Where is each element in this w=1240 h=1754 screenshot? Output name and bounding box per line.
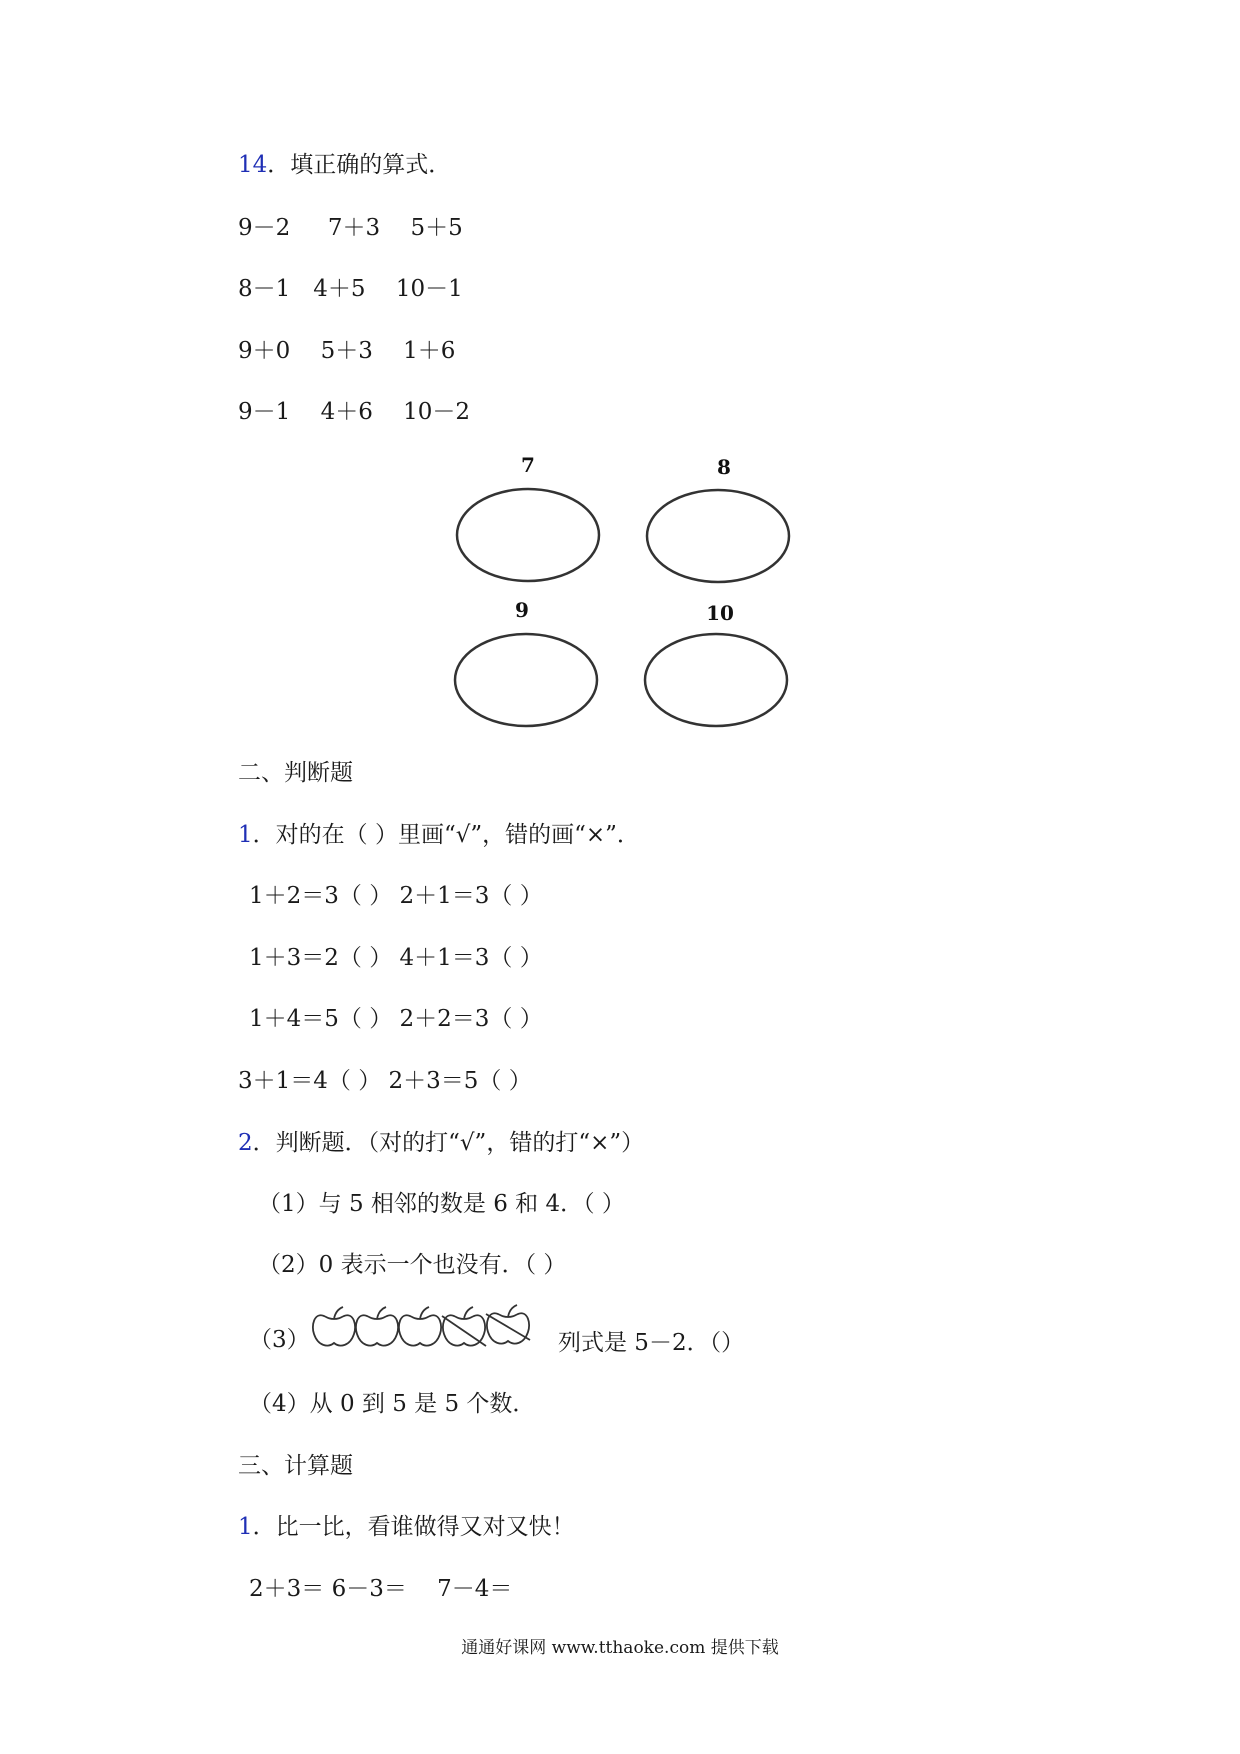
oval-diagram xyxy=(440,450,800,740)
oval-9[interactable] xyxy=(455,634,597,726)
apples-illustration xyxy=(310,1302,560,1352)
oval-label-8: 8 xyxy=(717,455,731,479)
apple-icon-2 xyxy=(356,1307,398,1346)
q14-row-2: 8－1 4＋5 10－1 xyxy=(238,276,463,302)
s3-q1-title-text: ．比一比，看谁做得又对又快！ xyxy=(252,1514,575,1540)
s2-q2-item-3-label: （3） xyxy=(249,1327,310,1353)
q14-title-text: ．填正确的算式． xyxy=(267,152,452,178)
oval-label-7: 7 xyxy=(521,453,535,477)
s2-q2-item-2: （2）0 表示一个也没有．（ ） xyxy=(258,1252,567,1278)
oval-10[interactable] xyxy=(645,634,787,726)
s2-q2-title-text: ．判断题．（对的打“√”，错的打“×”） xyxy=(252,1130,645,1156)
oval-label-9: 9 xyxy=(515,598,529,622)
s2-q2-item-3-text: 列式是 5－2．（） xyxy=(558,1330,745,1356)
s2-q1-title xyxy=(238,820,640,850)
q14-row-3: 9＋0 5＋3 1＋6 xyxy=(238,338,456,364)
crossed-apple-icon-2 xyxy=(486,1305,530,1344)
oval-label-10: 10 xyxy=(706,601,734,625)
q14-number: 14 xyxy=(238,152,268,178)
section2-heading: 二、判断题 xyxy=(238,760,353,786)
s2-q2-number: 2 xyxy=(238,1130,253,1156)
s3-q1-row: 2＋3＝ 6－3＝ 7－4＝ xyxy=(249,1576,513,1602)
s2-q1-row-1: 1＋2＝3（ ） 2＋1＝3（ ） xyxy=(249,883,543,909)
section3-heading: 三、计算题 xyxy=(238,1453,353,1479)
s2-q1-number: 1 xyxy=(238,822,253,848)
s2-q1-row-3: 1＋4＝5（ ） 2＋2＝3（ ） xyxy=(249,1006,543,1032)
s3-q1-title xyxy=(238,1512,575,1542)
s2-q2-item-4: （4）从 0 到 5 是 5 个数． xyxy=(249,1391,536,1417)
s2-q2-title xyxy=(238,1128,644,1158)
oval-7[interactable] xyxy=(457,489,599,581)
s2-q1-row-2: 1＋3＝2（ ） 4＋1＝3（ ） xyxy=(249,945,543,971)
s3-q1-number: 1 xyxy=(238,1514,253,1540)
apple-icon-3 xyxy=(399,1307,441,1346)
q14-title xyxy=(238,150,451,180)
q14-row-4: 9－1 4＋6 10－2 xyxy=(238,399,471,425)
s2-q2-item-1: （1）与 5 相邻的数是 6 和 4．（ ） xyxy=(258,1191,625,1217)
s2-q1-row-4: 3＋1＝4（ ） 2＋3＝5（ ） xyxy=(238,1068,532,1094)
s2-q1-title-text: ．对的在（ ）里画“√”，错的画“×”． xyxy=(252,822,640,848)
page-footer: 通通好课网 www.tthaoke.com 提供下载 xyxy=(461,1638,779,1658)
q14-row-1: 9－2 7＋3 5＋5 xyxy=(238,215,463,241)
crossed-apple-icon-1 xyxy=(442,1307,486,1346)
apple-icon-1 xyxy=(313,1307,355,1346)
oval-8[interactable] xyxy=(647,490,789,582)
